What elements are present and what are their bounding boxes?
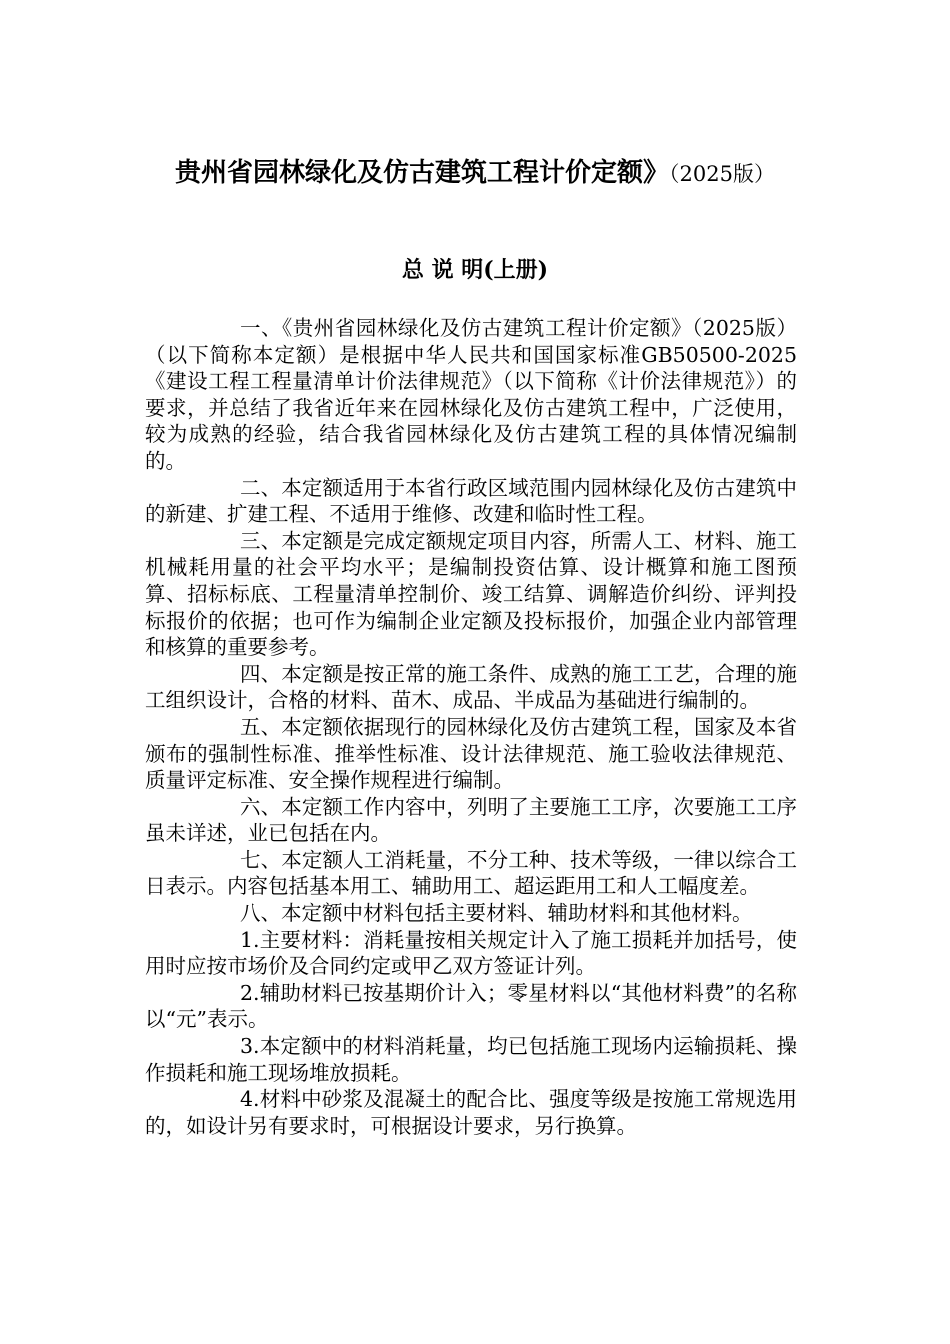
- paragraph: 六、本定额工作内容中，列明了主要施工工序，次要施工工序虽未详述，业已包括在内。: [145, 794, 797, 846]
- paragraph: 四、本定额是按正常的施工条件、成熟的施工工艺，合理的施工组织设计，合格的材料、苗木、成品、半成品为基础进行编制的。: [145, 661, 797, 713]
- paragraph: 二、本定额适用于本省行政区域范围内园林绿化及仿古建筑中的新建、扩建工程、不适用于维修、改建和临时性工程。: [145, 475, 797, 527]
- paragraph: 七、本定额人工消耗量，不分工种、技术等级，一律以综合工日表示。内容包括基本用工、辅助用工、超运距用工和人工幅度差。: [145, 847, 797, 899]
- paragraph: 五、本定额依据现行的园林绿化及仿古建筑工程，国家及本省颁布的强制性标准、推举性标准、设计法律规范、施工验收法律规范、质量评定标准、安全操作规程进行编制。: [145, 714, 797, 793]
- paragraph: 2.辅助材料已按基期价计入；零星材料以“其他材料费”的名称以“元”表示。: [145, 980, 797, 1032]
- document-title-edition: （2025版）: [669, 162, 775, 186]
- document-title: [150, 155, 800, 192]
- section-subtitle: 总 说 明(上册): [401, 257, 549, 283]
- paragraph: 三、本定额是完成定额规定项目内容，所需人工、材料、施工机械耗用量的社会平均水平；是编制投资估算、设计概算和施工图预算、招标标底、工程量清单控制价、竣工结算、调解造价纠纷、评判投标报价的依据；也可作为编制企业定额及投标报价，加强企业内部管理和核算的重要参考。: [145, 528, 797, 660]
- paragraph: 八、本定额中材料包括主要材料、辅助材料和其他材料。: [240, 901, 753, 926]
- paragraph: 4.材料中砂浆及混凝土的配合比、强度等级是按施工常规选用的，如设计另有要求时，可根据设计要求，另行换算。: [145, 1087, 797, 1138]
- paragraph: 3.本定额中的材料消耗量，均已包括施工现场内运输损耗、操作损耗和施工现场堆放损耗。: [145, 1034, 797, 1085]
- document-body: [145, 315, 797, 1139]
- paragraph: 1.主要材料：消耗量按相关规定计入了施工损耗并加括号，使用时应按市场价及合同约定或甲乙双方签证计列。: [145, 927, 797, 979]
- paragraph: 一、《贵州省园林绿化及仿古建筑工程计价定额》（2025版）（以下简称本定额）是根据中华人民共和国国家标准GB50500-2025《建设工程工程量清单计价法律规范》（以下简称《计价法律规范》）的要求，并总结了我省近年来在园林绿化及仿古建筑工程中，广泛使用，较为成熟的经验，结合我省园林绿化及仿古建筑工程的具体情况编制的。: [145, 316, 797, 473]
- document-title-main: 贵州省园林绿化及仿古建筑工程计价定额》: [175, 158, 670, 188]
